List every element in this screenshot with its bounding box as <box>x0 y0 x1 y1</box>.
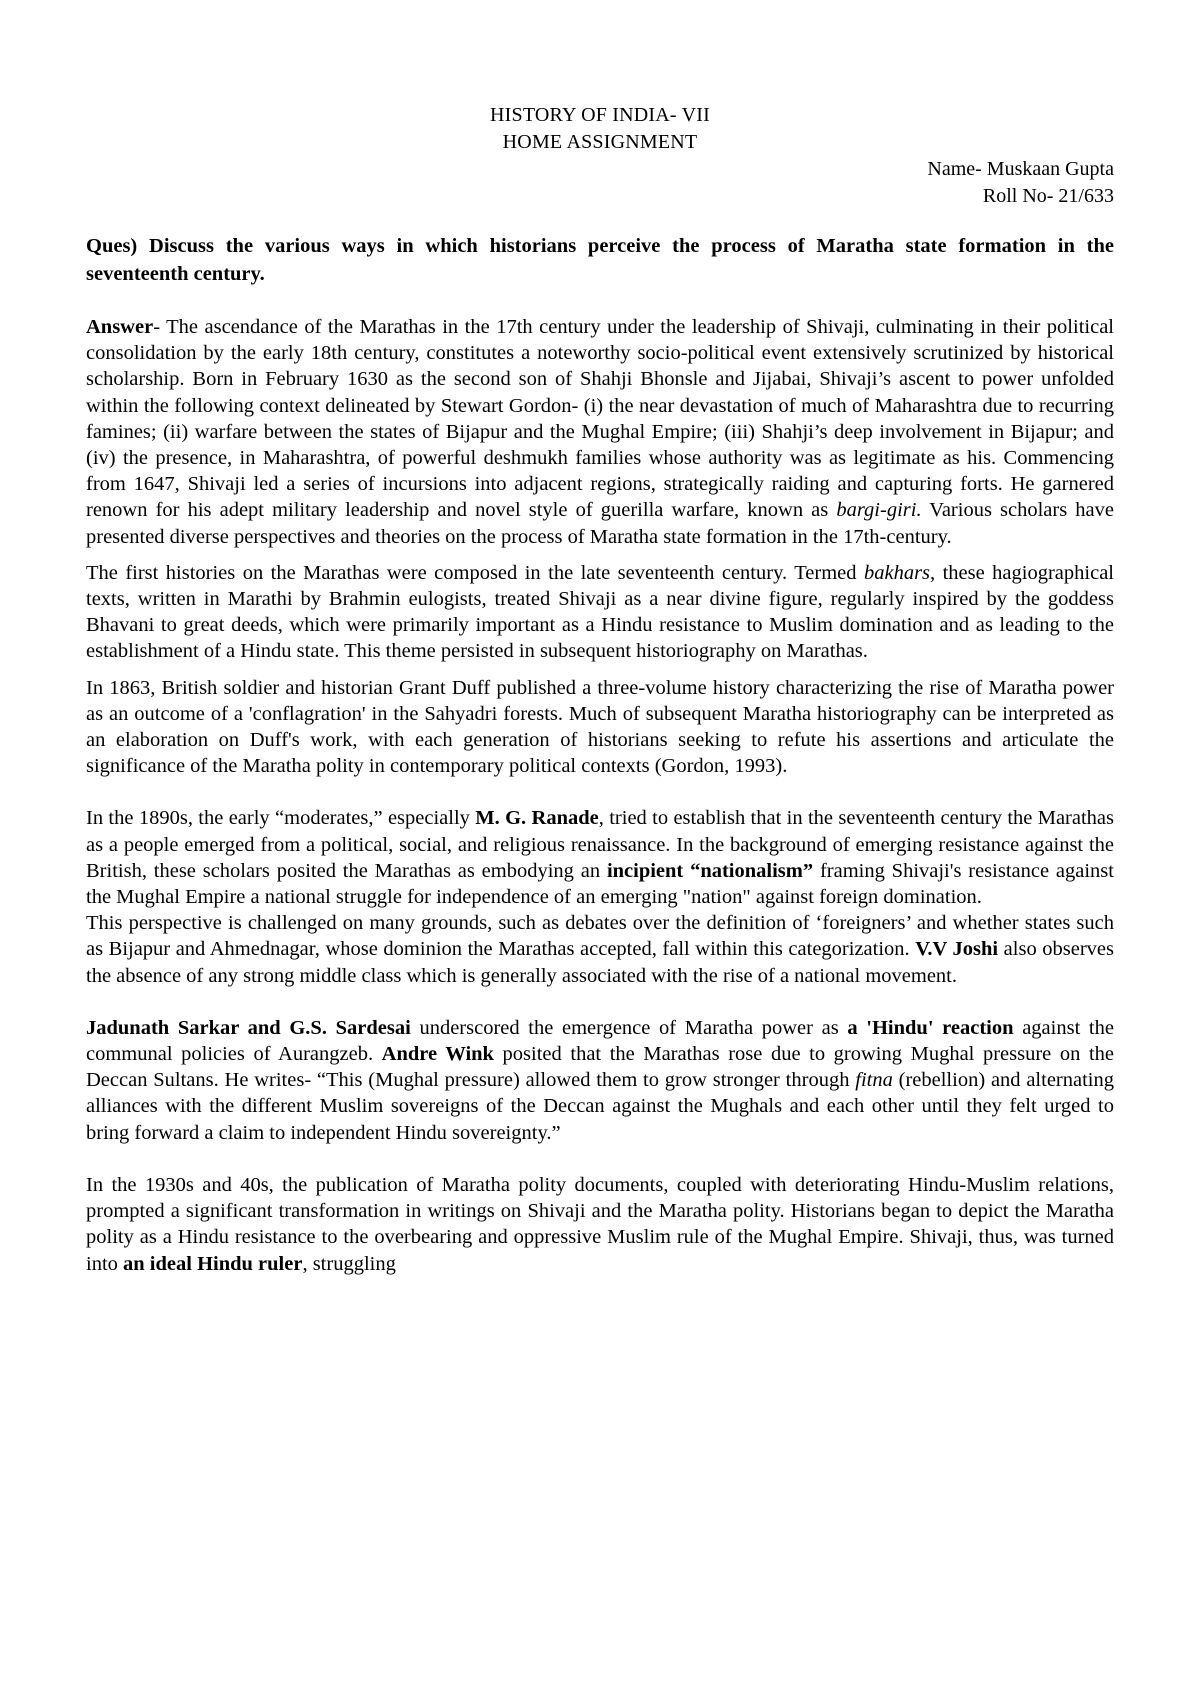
text-run: , these hagiographical texts, written in Marathi by Brahmin eulogists, treated Shivaji as a near divine figure, regularly inspired by the goddess Bhavani to great deeds, which were primarily important as a Hindu resistance to Muslim domination and as leading to the establishment of a Hindu state. This theme persisted in subsequent historiography on Marathas. <box>86 561 1114 663</box>
text-run: Various scholars have presented diverse perspectives and theories on the process of Maratha state formation in the 17th-century. <box>86 499 1115 548</box>
text-run: The first histories on the Marathas were composed in the late seventeenth century. Termed <box>86 561 864 584</box>
answer-paragraph-1 <box>86 314 1114 550</box>
text-run: (rebellion) and alternating alliances with the different Muslim sovereigns of the Deccan against the Mughals and each other until they felt urged to bring forward a claim to independent Hindu sovereignty.” <box>86 1069 1114 1144</box>
answer-paragraph-3 <box>86 675 1114 780</box>
answer-paragraph-4 <box>86 805 1114 910</box>
bold-term: a 'Hindu' reaction <box>847 1016 1014 1039</box>
bold-term: incipient “nationalism” <box>606 859 814 882</box>
answer-paragraph-6 <box>86 1015 1114 1146</box>
answer-label: Answer <box>86 316 154 338</box>
text-run: underscored the emergence of Maratha power as <box>410 1016 848 1039</box>
text-run: In 1863, British soldier and historian Grant Duff published a three-volume history characterizing the rise of Maratha power as an outcome of a 'conflagration' in the Sahyadri forests. Much of subsequent Maratha historiography can be interpreted as an elaboration on Duff's work, with each generation of historians seeking to refute his assertions and articulate the significance of the Maratha polity in contemporary political contexts (Gordon, 1993). <box>86 676 1114 778</box>
roll-number: Roll No- 21/633 <box>982 185 1114 207</box>
bold-term: Jadunath Sarkar and G.S. Sardesai <box>86 1016 411 1039</box>
text-run: framing Shivaji's resistance against the Mughal Empire a national struggle for independence of an emerging "nation" against foreign domination. <box>86 859 1114 909</box>
italic-term: fitna <box>855 1069 893 1092</box>
text-run: posited that the Marathas rose due to growing Mughal pressure on the Deccan Sultans. He writes- “This (Mughal pressure) allowed them to grow stronger through <box>86 1043 1114 1092</box>
bold-term: M. G. Ranade <box>475 807 599 830</box>
text-run: , tried to establish that in the seventeenth century the Marathas as a people emerged from a political, social, and religious renaissance. In the background of emerging resistance against the British, these scholars posited the Marathas as embodying an <box>86 807 1114 882</box>
bold-term: V.V Joshi <box>915 938 999 961</box>
student-name: Name- Muskaan Gupta <box>927 158 1114 180</box>
document-title: HISTORY OF INDIA- VII <box>490 104 710 126</box>
text-run: This perspective is challenged on many grounds, such as debates over the definition of ‘foreigners’ and whether states such as Bijapur and Ahmednagar, whose dominion the Marathas accepted, fall within this categorization. <box>86 912 1114 961</box>
text-run: - The ascendance of the Marathas in the 17th century under the leadership of Shivaji, culminating in their political consolidation by the early 18th century, constitutes a noteworthy socio-political event extensively scrutinized by historical scholarship. Born in February 1630 as the second son of Shahji Bhonsle and Jijabai, Shivaji’s ascent to power unfolded within the following context delineated by Stewart Gordon- (i) the near devastation of much of Maharashtra due to recurring famines; (ii) warfare between the states of Bijapur and the Mughal Empire; (iii) Shahji’s deep involvement in Bijapur; and (iv) the presence, in Maharashtra, of powerful deshmukh families whose authority was as legitimate as his. Commencing from 1647, Shivaji led a series of incursions into adjacent regions, strategically raiding and capturing forts. He garnered renown for his adept military leadership and novel style of guerilla warfare, known as <box>86 316 1114 522</box>
bold-term: an ideal Hindu ruler <box>123 1252 303 1275</box>
question: Ques) Discuss the various ways in which historians perceive the process of Maratha state formation in the seventeenth century. <box>86 235 1114 285</box>
answer-paragraph-7 <box>86 1172 1114 1277</box>
italic-term: bakhars <box>863 561 931 584</box>
student-info <box>86 156 1114 210</box>
text-run: also observes the absence of any strong middle class which is generally associated with the rise of a national movement. <box>86 938 1114 987</box>
text-run: In the 1930s and 40s, the publication of Maratha polity documents, coupled with deteriorating Hindu-Muslim relations, prompted a significant transformation in writings on Shivaji and the Maratha polity. Historians began to depict the Maratha polity as a Hindu resistance to the overbearing and oppressive Muslim rule of the Mughal Empire. Shivaji, thus, was turned into <box>86 1173 1114 1275</box>
bold-term: Andre Wink <box>381 1043 494 1066</box>
text-run: , struggling <box>302 1252 396 1275</box>
italic-term: bargi-giri. <box>836 499 922 522</box>
document-page <box>86 102 1114 1277</box>
document-subtitle: HOME ASSIGNMENT <box>502 131 698 153</box>
answer-paragraph-5 <box>86 910 1114 989</box>
text-run: In the 1890s, the early “moderates,” especially <box>86 807 476 830</box>
answer-paragraph-2 <box>86 560 1114 665</box>
text-run: against the communal policies of Aurangzeb. <box>86 1016 1114 1066</box>
